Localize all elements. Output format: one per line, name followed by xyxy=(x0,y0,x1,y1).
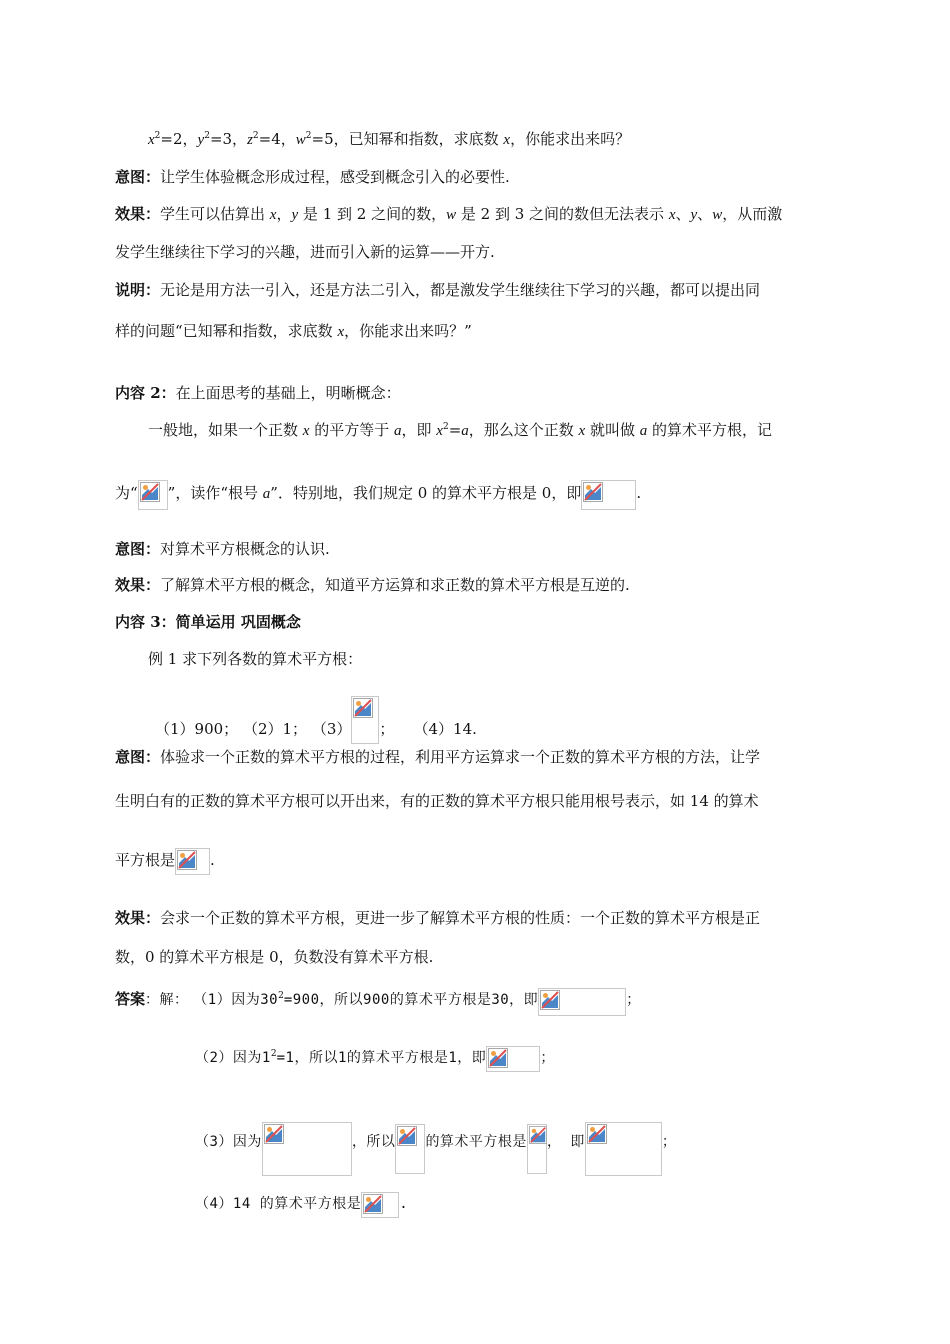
var-w: w xyxy=(295,132,306,148)
var-a: a xyxy=(394,423,402,439)
note-paragraph-line2 xyxy=(115,320,472,341)
text: 对算术平方根概念的认识. xyxy=(160,540,330,558)
effect-paragraph-line1 xyxy=(115,203,782,224)
text: （1）因为30 xyxy=(193,992,279,1008)
answer-line3 xyxy=(195,1122,676,1176)
text: 就叫做 xyxy=(585,421,640,439)
text: 会求一个正数的算术平方根，更进一步了解算术平方根的性质：一个正数的算术平方根是正 xyxy=(160,909,761,927)
text: ； xyxy=(661,1134,677,1150)
exponent: 2 xyxy=(278,991,284,1001)
text: 的算术平方根是 xyxy=(425,1134,527,1150)
intent-label: 意图： xyxy=(115,168,161,186)
text: 在上面思考的基础上，明晰概念： xyxy=(175,384,401,402)
broken-image-icon xyxy=(138,480,168,510)
answer-line1 xyxy=(115,988,641,1016)
intent-paragraph-line2 xyxy=(115,790,759,811)
content3-heading: 内容 3：简单运用 巩固概念 xyxy=(115,613,301,631)
var-w: w xyxy=(712,207,723,223)
effect-paragraph xyxy=(115,574,630,595)
definition-line2 xyxy=(115,480,641,510)
effect-paragraph-line1 xyxy=(115,907,760,928)
broken-image-icon xyxy=(538,988,626,1016)
var-y: y xyxy=(690,207,698,223)
var-x: x xyxy=(436,423,443,439)
answer-label: 答案 xyxy=(115,990,146,1008)
text: ； xyxy=(540,1050,555,1066)
exponent: 2 xyxy=(252,131,259,141)
text: 是 2 到 3 之间的数但无法表示 xyxy=(456,205,669,223)
var-a: a xyxy=(639,423,648,439)
text: 已知幂和指数，求底数 xyxy=(348,130,504,148)
effect-label: 效果： xyxy=(115,205,161,223)
note-paragraph-line1 xyxy=(115,279,760,300)
text: 是 1 到 2 之间的数， xyxy=(298,205,447,223)
text: =5， xyxy=(311,130,349,148)
answer-line2 xyxy=(195,1046,555,1072)
text: 样的问题“已知幂和指数，求底数 xyxy=(115,322,338,340)
text: ， xyxy=(276,205,292,223)
text: =1，所以1的算术平方根是1，即 xyxy=(276,1050,487,1066)
text: 无论是用方法一引入，还是方法二引入，都是激发学生继续往下学习的兴趣，都可以提出同 xyxy=(160,281,761,299)
text: ，你能求出来吗？ xyxy=(510,130,631,148)
text: =900，所以900的算术平方根是30，即 xyxy=(283,992,539,1008)
var-x: x xyxy=(337,324,345,340)
exponent: 2 xyxy=(204,131,210,141)
text: （2）1； xyxy=(242,720,308,738)
answer-line4 xyxy=(195,1192,408,1218)
text: ，从而激 xyxy=(722,205,783,223)
text: ； xyxy=(626,992,641,1008)
exponent: 2 xyxy=(154,131,161,141)
text: 了解算术平方根的概念，知道平方运算和求正数的算术平方根是互逆的. xyxy=(160,576,630,594)
intro-equation-line xyxy=(148,128,630,149)
broken-image-icon xyxy=(395,1124,425,1174)
intent-paragraph xyxy=(115,538,330,559)
text: （3） xyxy=(311,720,352,738)
text: 、 xyxy=(675,205,691,223)
intent-label: 意图： xyxy=(115,748,161,766)
text: 生明白有的正数的算术平方根可以开出来，有的正数的算术平方根只能用根号表示，如 14 的算术 xyxy=(115,792,759,810)
example-title: 例 1 求下列各数的算术平方根： xyxy=(148,650,363,668)
text: ，那么这个正数 xyxy=(468,421,579,439)
text: 的平方等于 xyxy=(309,421,394,439)
text: （1）900； xyxy=(155,720,239,738)
text: ：解： xyxy=(145,992,189,1008)
intent-label: 意图： xyxy=(115,540,161,558)
text: 的算术平方根，记 xyxy=(647,421,773,439)
note-label: 说明： xyxy=(115,281,161,299)
text: = xyxy=(448,421,462,439)
text: 、 xyxy=(697,205,713,223)
text: . xyxy=(210,851,215,869)
intent-paragraph-line1 xyxy=(115,746,760,767)
effect-paragraph-line2 xyxy=(115,241,495,262)
text: ， 即 xyxy=(546,1134,585,1150)
example-items xyxy=(155,696,477,744)
text: （2）因为1 xyxy=(195,1050,271,1066)
var-x: x xyxy=(302,423,310,439)
text: ，你能求出来吗？” xyxy=(344,322,472,340)
content-label: 内容 2： xyxy=(115,384,176,402)
text: . xyxy=(636,484,642,502)
var-x: x xyxy=(269,207,277,223)
text: （3）因为 xyxy=(195,1134,262,1150)
text: 发学生继续往下学习的兴趣，进而引入新的运算——开方. xyxy=(115,243,495,261)
var-y: y xyxy=(197,132,205,148)
broken-image-icon xyxy=(527,1124,547,1174)
text: . xyxy=(399,1196,409,1212)
var-a: a xyxy=(262,486,271,502)
exponent: 2 xyxy=(305,131,312,141)
text: 平方根是 xyxy=(115,851,176,869)
text: 学生可以估算出 xyxy=(160,205,270,223)
text: ”，读作“根号 xyxy=(167,484,263,502)
var-a: a xyxy=(461,423,469,439)
var-y: y xyxy=(291,207,299,223)
broken-image-icon xyxy=(585,1122,662,1176)
effect-label: 效果： xyxy=(115,909,161,927)
definition-line1 xyxy=(148,419,772,440)
text: =4， xyxy=(258,130,296,148)
var-z: z xyxy=(247,132,253,148)
content2-heading xyxy=(115,382,401,403)
text: 为“ xyxy=(115,484,138,502)
intent-text: 让学生体验概念形成过程，感受到概念引入的必要性. xyxy=(160,168,510,186)
broken-image-icon xyxy=(486,1046,540,1072)
text: 一般地，如果一个正数 xyxy=(148,421,303,439)
broken-image-icon xyxy=(351,696,379,744)
var-x: x xyxy=(578,423,586,439)
text: ，所以 xyxy=(351,1134,396,1150)
exponent: 2 xyxy=(270,1049,277,1059)
var-x: x xyxy=(148,132,155,148)
text: （4）14. xyxy=(413,720,477,738)
text: =3， xyxy=(209,130,248,148)
intent-paragraph xyxy=(115,166,510,187)
var-x: x xyxy=(668,207,676,223)
effect-label: 效果： xyxy=(115,576,161,594)
text: ； xyxy=(379,720,395,738)
broken-image-icon xyxy=(175,848,210,875)
exponent: 2 xyxy=(442,422,449,432)
var-x: x xyxy=(503,132,511,148)
text: ”．特别地，我们规定 0 的算术平方根是 0，即 xyxy=(270,484,582,502)
broken-image-icon xyxy=(262,1122,352,1176)
text: 数，0 的算术平方根是 0，负数没有算术平方根. xyxy=(115,948,434,966)
text: 体验求一个正数的算术平方根的过程，利用平方运算求一个正数的算术平方根的方法，让学 xyxy=(160,748,761,766)
intent-paragraph-line3 xyxy=(115,848,215,875)
broken-image-icon xyxy=(581,480,636,510)
text: =2， xyxy=(160,130,198,148)
broken-image-icon xyxy=(361,1192,399,1218)
text: ，即 xyxy=(401,421,437,439)
var-w: w xyxy=(446,207,457,223)
effect-paragraph-line2 xyxy=(115,946,433,967)
text: （4）14 的算术平方根是 xyxy=(195,1196,362,1212)
